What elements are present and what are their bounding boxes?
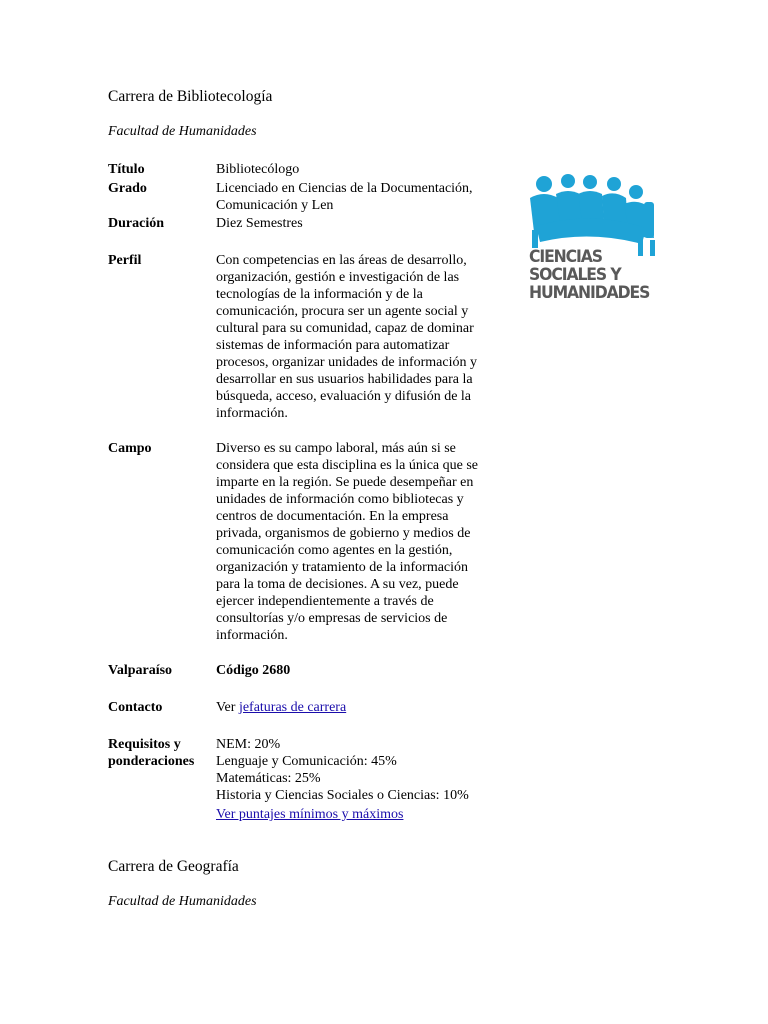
- requisitos-label-line: ponderaciones: [108, 754, 195, 769]
- contacto-value: [216, 699, 516, 716]
- duracion-label: Duración: [108, 216, 164, 231]
- ponderacion-line: Lenguaje y Comunicación: 45%: [216, 754, 397, 769]
- perfil-line: procesos, organizar unidades de información y: [216, 355, 477, 370]
- requisitos-label: [108, 736, 212, 770]
- campo-line: unidades de información como bibliotecas y: [216, 492, 464, 507]
- perfil-line: información.: [216, 406, 288, 421]
- titulo-label: Título: [108, 162, 145, 177]
- perfil-line: comunicación, procura ser un agente social y: [216, 304, 469, 319]
- faculty-name: Facultad de Humanidades: [108, 894, 257, 909]
- titulo-value: Bibliotecólogo: [216, 162, 300, 177]
- campo-label: Campo: [108, 441, 152, 456]
- grado-value: [216, 180, 516, 214]
- grado-line: Comunicación y Len: [216, 198, 334, 213]
- codigo-value: Código 2680: [216, 663, 291, 678]
- ponderacion-line: Matemáticas: 25%: [216, 771, 321, 786]
- ponderacion-line: Historia y Ciencias Sociales o Ciencias: 10%: [216, 788, 469, 803]
- career-title-geografia: Carrera de Geografía: [108, 858, 239, 875]
- perfil-line: tecnologías de la información y de la: [216, 287, 423, 302]
- valparaiso-label: Valparaíso: [108, 663, 173, 678]
- perfil-line: desarrollar en sus usuarios habilidades para la: [216, 372, 473, 387]
- grado-line: Licenciado en Ciencias de la Documentación,: [216, 181, 473, 196]
- logo-wordmark: [529, 248, 649, 302]
- logo-line: SOCIALES Y: [529, 265, 621, 285]
- perfil-line: Con competencias en las áreas de desarrollo,: [216, 253, 467, 268]
- campo-value: [216, 440, 516, 644]
- campo-line: información.: [216, 628, 288, 643]
- puntajes-link[interactable]: Ver puntajes mínimos y máximos: [216, 807, 404, 822]
- people-around-table-icon: [530, 174, 655, 256]
- campo-line: ejercer independientemente a través de: [216, 594, 434, 609]
- perfil-value: [216, 252, 516, 422]
- perfil-line: organización, gestión e investigación de las: [216, 270, 460, 285]
- campo-line: considera que esta disciplina es la única que se: [216, 458, 479, 473]
- contacto-label: Contacto: [108, 700, 163, 715]
- perfil-line: cultural para su comunidad, capaz de dominar: [216, 321, 474, 336]
- perfil-label: Perfil: [108, 253, 142, 268]
- campo-line: centros de documentación. En la empresa: [216, 509, 449, 524]
- career-title-bibliotecologia: Carrera de Bibliotecología: [108, 88, 273, 105]
- jefaturas-link[interactable]: jefaturas de carrera: [238, 700, 347, 715]
- perfil-line: búsqueda, acceso, evaluación y difusión de la: [216, 389, 472, 404]
- requisitos-label-line: Requisitos y: [108, 737, 181, 752]
- logo-line: CIENCIAS: [529, 247, 602, 267]
- campo-line: Diverso es su campo laboral, más aún si se: [216, 441, 456, 456]
- campo-line: para la toma de decisiones. A su vez, puede: [216, 577, 459, 592]
- campo-line: consultorías y/o empresas de servicios de: [216, 611, 448, 626]
- contacto-prefix: Ver: [216, 700, 239, 715]
- duracion-value: Diez Semestres: [216, 216, 303, 231]
- campo-line: imparte en la región. Se puede desempeñar en: [216, 475, 474, 490]
- campo-line: comunicación como agentes en la gestión,: [216, 543, 453, 558]
- requisitos-value: [216, 736, 516, 823]
- campo-line: organización y tratamiento de la información: [216, 560, 469, 575]
- campo-line: privada, organismos de gobierno y medios de: [216, 526, 471, 541]
- ponderacion-line: NEM: 20%: [216, 737, 281, 752]
- logo-line: HUMANIDADES: [529, 283, 650, 303]
- perfil-line: sistemas de información para automatizar: [216, 338, 450, 353]
- grado-label: Grado: [108, 181, 147, 196]
- faculty-name: Facultad de Humanidades: [108, 124, 257, 139]
